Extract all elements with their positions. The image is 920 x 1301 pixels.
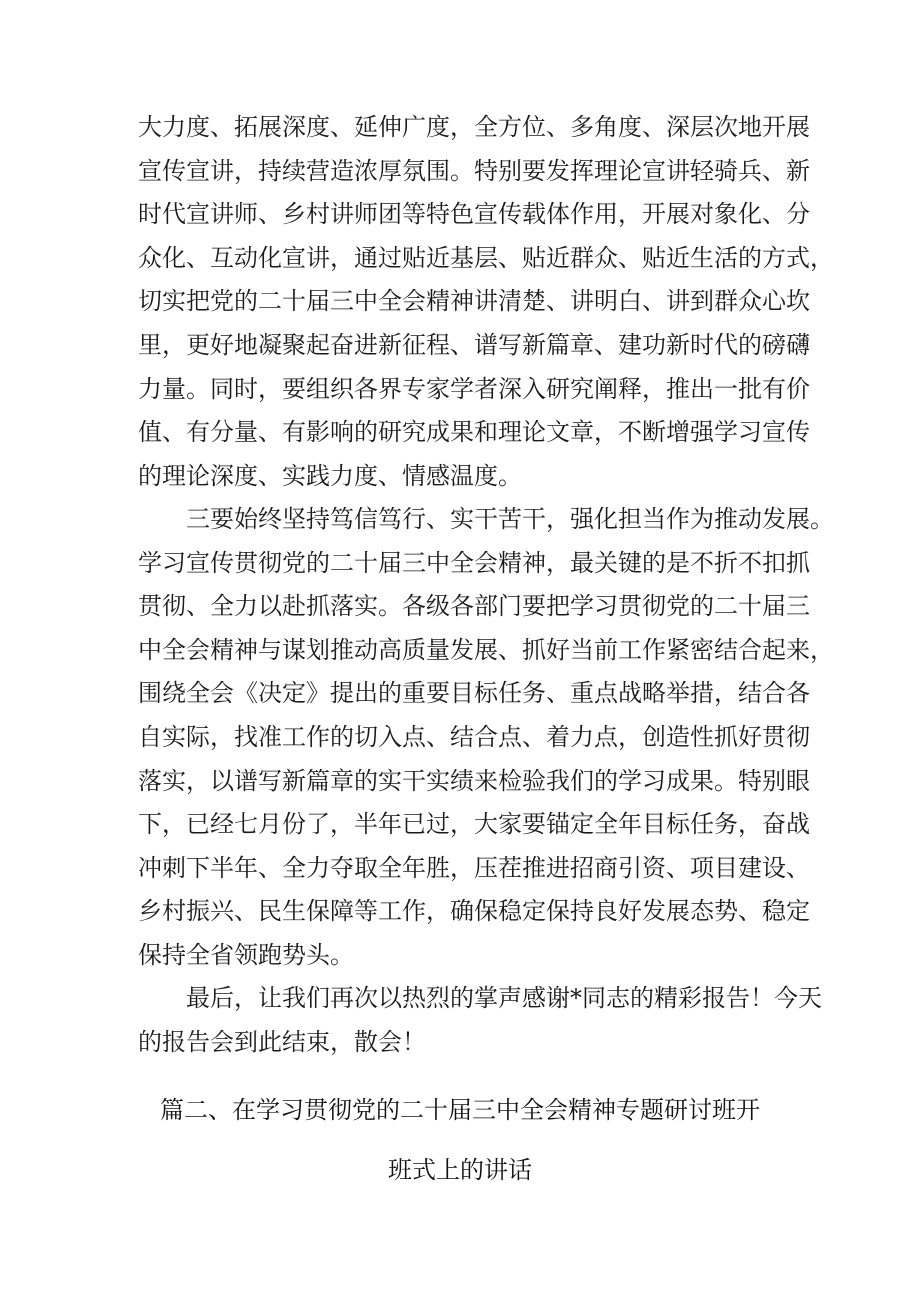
paragraph-line: 落实，以谱写新篇章的实干实绩来检验我们的学习成果。特别眼 (138, 766, 810, 795)
paragraph-line: 贯彻、全力以赴抓落实。各级各部门要把学习贯彻党的二十届三 (138, 592, 810, 621)
paragraph-3 (138, 977, 822, 1064)
section-heading-line-2: 班式上的讲话 (388, 1156, 532, 1184)
paragraph-line: 的理论深度、实践力度、情感温度。 (138, 461, 522, 490)
paragraph-line: 冲刺下半年、全力夺取全年胜，压茬推进招商引资、项目建设、 (138, 853, 810, 882)
paragraph-line: 众化、互动化宣讲，通过贴近基层、贴近群众、贴近生活的方式， (138, 243, 834, 272)
paragraph-line: 值、有分量、有影响的研究成果和理论文章，不断增强学习宣传 (138, 418, 810, 447)
paragraph-line: 自实际，找准工作的切入点、结合点、着力点，创造性抓好贯彻 (138, 722, 810, 751)
paragraph-line: 时代宣讲师、乡村讲师团等特色宣传载体作用，开展对象化、分 (138, 200, 810, 229)
paragraph-line: 下，已经七月份了，半年已过，大家要锚定全年目标任务，奋战 (138, 810, 810, 839)
paragraph-line: 乡村振兴、民生保障等工作，确保稳定保持良好发展态势、稳定 (138, 897, 810, 926)
paragraph-line: 切实把党的二十届三中全会精神讲清楚、讲明白、讲到群众心坎 (138, 287, 810, 316)
paragraph-line: 中全会精神与谋划推动高质量发展、抓好当前工作紧密结合起来， (138, 635, 834, 664)
paragraph-line: 保持全省领跑势头。 (138, 940, 354, 969)
paragraph-line: 最后，让我们再次以热烈的掌声感谢*同志的精彩报告！今天 (186, 984, 822, 1012)
paragraph-line: 宣传宣讲，持续营造浓厚氛围。特别要发挥理论宣讲轻骑兵、新 (138, 156, 810, 185)
paragraph-line: 力量。同时，要组织各界专家学者深入研究阐释，推出一批有价 (138, 374, 810, 403)
section-heading-line-1: 篇二、在学习贯彻党的二十届三中全会精神专题研讨班开 (160, 1096, 760, 1124)
paragraph-1 (138, 106, 834, 498)
paragraph-2 (138, 498, 834, 978)
paragraph-line: 围绕全会《决定》提出的重要目标任务、重点战略举措，结合各 (138, 679, 810, 708)
paragraph-line: 里，更好地凝聚起奋进新征程、谱写新篇章、建功新时代的磅礴 (138, 330, 810, 359)
paragraph-line: 学习宣传贯彻党的二十届三中全会精神，最关键的是不折不扣抓 (138, 548, 810, 577)
paragraph-line: 的报告会到此结束，散会！ (138, 1027, 426, 1056)
paragraph-line: 大力度、拓展深度、延伸广度，全方位、多角度、深层次地开展 (138, 113, 810, 141)
paragraph-line: 三要始终坚持笃信笃行、实干苦干，强化担当作为推动发展。 (186, 505, 834, 533)
